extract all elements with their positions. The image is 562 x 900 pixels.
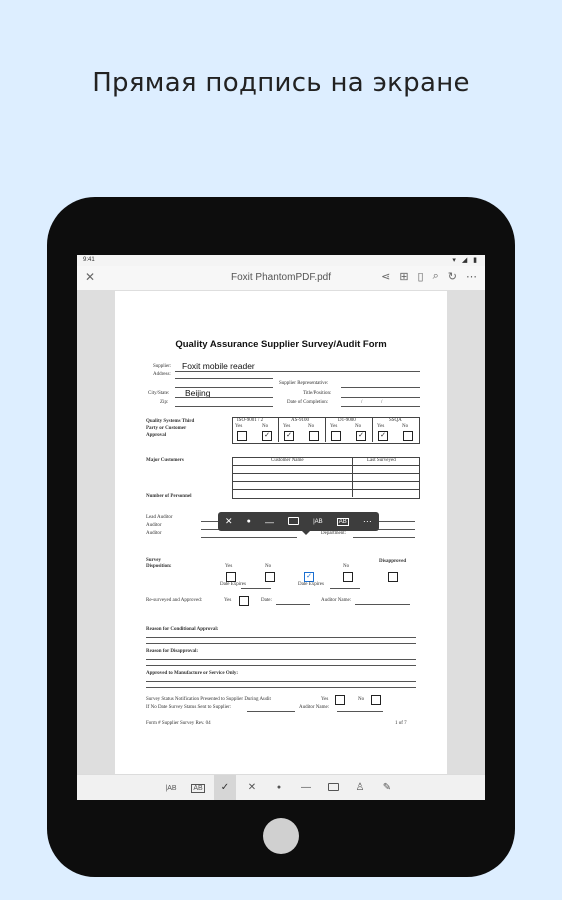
- approved-mfg-label: Approved to Manufacture or Service Only:: [146, 671, 239, 676]
- qs-col-yes: Yes: [235, 424, 243, 429]
- textbox-tool-label: AB: [193, 785, 203, 792]
- title-position-label: Title/Position:: [303, 391, 332, 396]
- app-bar: [77, 266, 485, 290]
- cross-tool-button[interactable]: [241, 775, 263, 800]
- footer-right: 1 of 7: [395, 721, 407, 726]
- disposition-approved-checkbox[interactable]: [226, 572, 236, 582]
- date-expires-label-2: Date Expires: [298, 582, 324, 587]
- city-label: City/State:: [148, 391, 170, 396]
- footer-left: Form # Supplier Survey Rev. 04: [146, 721, 211, 726]
- popup-close-icon[interactable]: ✕: [225, 516, 233, 526]
- qs-col-no: No: [262, 424, 269, 429]
- date-expires-line-2: [330, 588, 360, 589]
- form-title: Quality Assurance Supplier Survey/Audit Form: [175, 339, 387, 350]
- qs-col-yes: Yes: [330, 424, 338, 429]
- person-icon: ♙: [355, 782, 365, 793]
- grid-view-icon[interactable]: ⊞: [399, 271, 409, 283]
- supplier-line: [175, 371, 420, 372]
- rectangle-tool-button[interactable]: [322, 775, 344, 800]
- date-expires-line-1: [241, 588, 271, 589]
- disposition-no-2: No: [343, 564, 350, 569]
- status-yes-label: Yes: [321, 697, 329, 702]
- rectangle-shape: [288, 517, 299, 525]
- disposition-other-checkbox[interactable]: [343, 572, 353, 582]
- page-headline: Прямая подпись на экране: [92, 68, 470, 98]
- tablet-screen: [77, 255, 485, 800]
- title-position-line: [341, 397, 420, 398]
- date-completion-label: Date of Completion:: [287, 400, 329, 405]
- customers-table-row: [232, 473, 419, 474]
- qs-label-1: Quality Systems Third: [146, 419, 195, 424]
- last-surveyed-header: Last Surveyed: [367, 458, 396, 463]
- date-sep-2: /: [381, 400, 383, 405]
- qs-table-divider: [278, 417, 279, 442]
- address-line-1: [175, 378, 273, 379]
- person-tool-button[interactable]: [349, 775, 371, 800]
- qs-col-no: No: [355, 424, 362, 429]
- close-icon[interactable]: ✕: [85, 270, 96, 284]
- dot-tool-button[interactable]: [268, 775, 290, 800]
- reason-conditional-label: Reason for Conditional Approval:: [146, 627, 219, 632]
- disapproved-label: Disapproved: [379, 559, 407, 564]
- resurveyed-yes: Yes: [224, 598, 232, 603]
- cross-icon: ✕: [247, 782, 257, 793]
- reason-conditional-line-2: [146, 643, 416, 644]
- customer-name-header: Customer Name: [271, 458, 304, 463]
- status-yes-checkbox[interactable]: [335, 695, 345, 705]
- textbox-tool-button[interactable]: [187, 775, 209, 800]
- app-actions: [381, 270, 477, 283]
- city-value[interactable]: Beijing: [185, 388, 211, 398]
- disposition-disapproved-checkbox[interactable]: [388, 572, 398, 582]
- check-icon: ✓: [220, 782, 230, 793]
- approved-mfg-line-1: [146, 681, 416, 682]
- customers-table-row: [232, 489, 419, 490]
- status-icons: ▾ ◢ ▮: [452, 257, 479, 264]
- qs-table-divider: [325, 417, 326, 442]
- approved-mfg-line-2: [146, 687, 416, 688]
- status-no-label: No: [358, 697, 365, 702]
- dot-icon: ●: [276, 784, 282, 791]
- qs-d1-no-checkbox[interactable]: ✓: [356, 431, 366, 441]
- qs-col-name: AS-9100: [291, 418, 310, 423]
- more-icon[interactable]: ⋯: [466, 271, 477, 283]
- supplier-value[interactable]: Foxit mobile reader: [182, 361, 255, 371]
- rectangle-icon: [328, 783, 339, 791]
- if-no-label: If No Date Survey Status Sent to Supplier:: [146, 705, 232, 710]
- bookmark-icon[interactable]: ▯: [417, 271, 424, 283]
- if-no-line: [247, 711, 295, 712]
- qs-col-no: No: [308, 424, 315, 429]
- auditor-line-2: [201, 537, 297, 538]
- customers-table-row: [232, 465, 419, 466]
- auditor-label-2: Auditor: [146, 531, 162, 536]
- qs-as-no-checkbox[interactable]: [309, 431, 319, 441]
- supplier-rep-label: Supplier Representative:: [279, 381, 329, 386]
- qs-col-no: No: [402, 424, 409, 429]
- resurveyed-yes-checkbox[interactable]: [239, 596, 249, 606]
- date-completion-line: [341, 406, 420, 407]
- date-expires-label-1: Date Expires: [220, 582, 246, 587]
- qs-as-yes-checkbox[interactable]: ✓: [284, 431, 294, 441]
- annotation-popup: [218, 512, 379, 531]
- status-bar: [77, 255, 485, 266]
- qs-col-yes: Yes: [377, 424, 385, 429]
- popup-line-icon[interactable]: —: [264, 516, 274, 527]
- survey-label-1: Survey: [146, 558, 161, 563]
- qs-d1-yes-checkbox[interactable]: [331, 431, 341, 441]
- qs-col-name: D1-9000: [338, 418, 356, 423]
- qs-iso-no-checkbox[interactable]: ✓: [262, 431, 272, 441]
- home-button[interactable]: [263, 818, 299, 854]
- status-time: 9:41: [83, 257, 95, 263]
- tablet-frame: [47, 197, 515, 877]
- resurveyed-auditor-label: Auditor Name:: [321, 598, 352, 603]
- status-notification-label: Survey Status Notification Presented to Supplier During Audit: [146, 697, 271, 702]
- lead-auditor-label: Lead Auditor: [146, 515, 173, 520]
- document-title: Foxit PhantomPDF.pdf: [230, 272, 332, 283]
- resurveyed-auditor-line: [355, 604, 410, 605]
- popup-pointer: [302, 531, 310, 535]
- department-label-3: Department:: [321, 531, 346, 536]
- text-tool-button[interactable]: [160, 775, 182, 800]
- signature-tool-button[interactable]: [376, 775, 398, 800]
- line-tool-button[interactable]: [295, 775, 317, 800]
- pdf-page: [115, 291, 447, 774]
- check-tool-button[interactable]: [214, 775, 236, 800]
- supplier-label: Supplier:: [153, 364, 172, 369]
- qs-col-name: ISO-9001 / 2: [237, 418, 264, 423]
- disposition-no: No: [265, 564, 272, 569]
- resurveyed-date-line: [276, 604, 310, 605]
- reason-conditional-line-1: [146, 637, 416, 638]
- popup-text-tool[interactable]: |AB: [313, 518, 323, 525]
- reason-disapproval-line-2: [146, 665, 416, 666]
- supplier-rep-line: [341, 387, 420, 388]
- qs-ssqa-yes-checkbox[interactable]: ✓: [378, 431, 388, 441]
- qs-iso-yes-checkbox[interactable]: [237, 431, 247, 441]
- popup-rectangle-icon[interactable]: [288, 517, 299, 527]
- personnel-label: Number of Personnel: [146, 494, 192, 499]
- popup-dot-icon[interactable]: ●: [246, 518, 251, 525]
- resurveyed-date-label: Date:: [261, 598, 272, 603]
- qs-ssqa-no-checkbox[interactable]: [403, 431, 413, 441]
- share-icon[interactable]: ⋖: [381, 271, 391, 283]
- auditor-label-1: Auditor: [146, 523, 162, 528]
- survey-label-2: Disposition:: [146, 564, 172, 569]
- popup-more-icon[interactable]: ⋯: [362, 516, 372, 526]
- zip-line: [175, 406, 273, 407]
- disposition-conditional-checkbox[interactable]: [265, 572, 275, 582]
- signature-icon: ✎: [382, 782, 392, 793]
- qs-label-2: Party or Customer: [146, 426, 187, 431]
- customers-table: [232, 457, 420, 499]
- reason-disapproval-line-1: [146, 659, 416, 660]
- zip-label: Zip:: [160, 400, 169, 405]
- city-line: [175, 397, 273, 398]
- disposition-yes: Yes: [225, 564, 233, 569]
- auditor-name-label: Auditor Name:: [299, 705, 330, 710]
- qs-table-divider: [372, 417, 373, 442]
- search-icon[interactable]: ⌕: [432, 270, 439, 282]
- refresh-icon[interactable]: ↻: [447, 271, 457, 283]
- department-line-3: [353, 537, 415, 538]
- status-no-checkbox[interactable]: [371, 695, 381, 705]
- qs-col-yes: Yes: [283, 424, 291, 429]
- customers-table-divider: [352, 457, 353, 497]
- address-label: Address:: [153, 372, 171, 377]
- line-icon: —: [301, 782, 311, 793]
- major-customers-label: Major Customers: [146, 458, 184, 463]
- resurveyed-label: Re-surveyed and Approved:: [146, 598, 203, 603]
- disposition-selected-checkbox[interactable]: ✓: [304, 572, 314, 582]
- reason-disapproval-label: Reason for Disapproval:: [146, 649, 199, 654]
- customers-table-row: [232, 481, 419, 482]
- popup-textbox-tool[interactable]: AB: [338, 518, 347, 525]
- bottom-toolbar: [77, 774, 485, 800]
- qs-label-3: Approval: [146, 433, 167, 438]
- text-tool-label: |AB: [165, 785, 177, 792]
- auditor-name-line: [337, 711, 383, 712]
- date-sep-1: /: [361, 400, 363, 405]
- qs-col-name: SSQA: [389, 418, 402, 423]
